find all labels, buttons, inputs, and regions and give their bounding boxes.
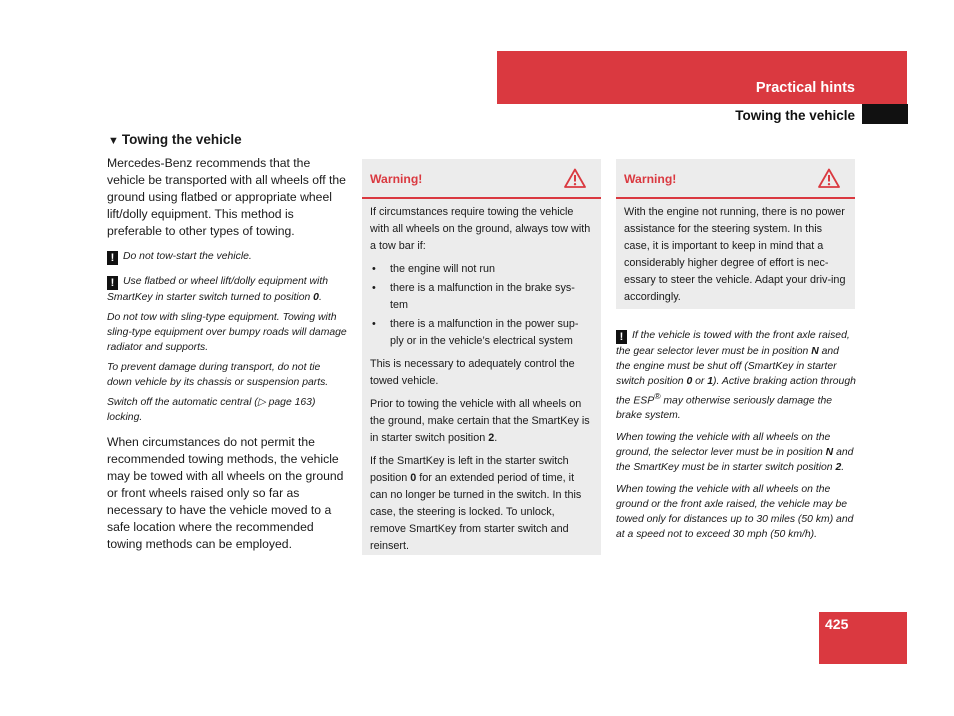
section-title: Practical hints [755, 80, 855, 96]
note-tie-down: To prevent damage during transport, do not tie down vehicle by its chassis or suspension parts. [107, 362, 329, 388]
list-item: • there is a malfunction in the power sup-ply or in the vehicle’s electrical system [370, 316, 592, 350]
page-number-box [819, 612, 907, 664]
intro-paragraph: Mercedes-Benz recommends that the vehicle be transported with all wheels off the ground using flatbed or appropriate wheel lift/dolly equipment. This method is preferable to other types of towing. [107, 156, 346, 238]
note-central-locking: Switch off the automatic central (▷ page 163) locking. [107, 397, 316, 423]
note-front-axle: ! If the vehicle is towed with the front axle raised, the gear selector lever must be in position N and the engine must be shut off (SmartKey in starter switch position 0 or 1). Active braking action through the ESP® may otherwise seriously damage the brake system. [616, 330, 856, 422]
exclamation-icon: ! [616, 330, 627, 344]
warning-paragraph: This is necessary to adequately control the towed vehicle. [370, 358, 575, 387]
exclamation-icon: ! [107, 276, 118, 290]
warning-header [362, 159, 601, 199]
warning-box-steering [616, 159, 855, 309]
warning-label: Warning! [370, 172, 423, 186]
list-item: • the engine will not run [370, 261, 592, 278]
note-tow-start: ! Do not tow-start the vehicle. [107, 249, 347, 265]
page-ref-arrow-icon: ▷ [257, 397, 266, 408]
page-number: 425 [825, 616, 849, 632]
note-flatbed: ! Use flatbed or wheel lift/dolly equipment with SmartKey in starter switch turned to position 0. [107, 276, 329, 303]
warning-triangle-icon [564, 168, 586, 188]
main-column [107, 155, 347, 562]
warning-body [362, 199, 601, 555]
warning-label: Warning! [624, 172, 677, 186]
warning-header [616, 159, 855, 199]
warning-body [616, 199, 855, 306]
page-heading [108, 132, 242, 147]
subsection-title: Towing the vehicle [735, 108, 855, 123]
warning-paragraph: If circumstances require towing the vehicle with all wheels on the ground, always tow with a tow bar if: [370, 206, 591, 252]
alternative-towing-paragraph: When circumstances do not permit the recommended towing methods, the vehicle may be towed with all wheels on the ground or front wheels raised only so far as necessary to have the vehicle moved to a safe location where the recommended towing methods can be employed. [107, 435, 344, 551]
header-tab [862, 104, 908, 124]
warning-paragraph: If the SmartKey is left in the starter switch position 0 for an extended period of time, it can no longer be turned in the switch. In this case, the steering is locked. To unlock, remove SmartKey from starter switch and reinsert. [370, 455, 582, 552]
notes-column [616, 328, 856, 549]
warning-triangle-icon [818, 168, 840, 188]
header-band [497, 51, 907, 104]
list-item: • there is a malfunction in the brake sys-tem [370, 280, 592, 314]
heading-text: Towing the vehicle [121, 132, 242, 147]
warning-list [370, 261, 592, 350]
exclamation-icon: ! [107, 251, 118, 265]
note-sling: Do not tow with sling-type equipment. Towing with sling-type equipment over bumpy roads will damage radiator and supports. [107, 312, 347, 353]
triangle-down-icon: ▼ [108, 135, 119, 147]
warning-box-tow-bar [362, 159, 601, 555]
warning-paragraph: With the engine not running, there is no power assistance for the steering system. In this case, it is important to keep in mind that a considerably higher degree of effort is nec-essary to steer the vehicle. Adapt your driv-ing accordingly. [624, 206, 846, 303]
note-distance-limit: When towing the vehicle with all wheels on the ground or the front axle raised, the vehicle may be towed only for distances up to 30 miles (50 km) and at a speed not to exceed 30 mph (50 km/h). [616, 484, 854, 541]
note-selector-lever: When towing the vehicle with all wheels on the ground, the selector lever must be in position N and the SmartKey must be in starter switch position 2. [616, 432, 854, 474]
warning-paragraph: Prior to towing the vehicle with all wheels on the ground, make certain that the SmartKey is in starter switch position 2. [370, 398, 590, 444]
